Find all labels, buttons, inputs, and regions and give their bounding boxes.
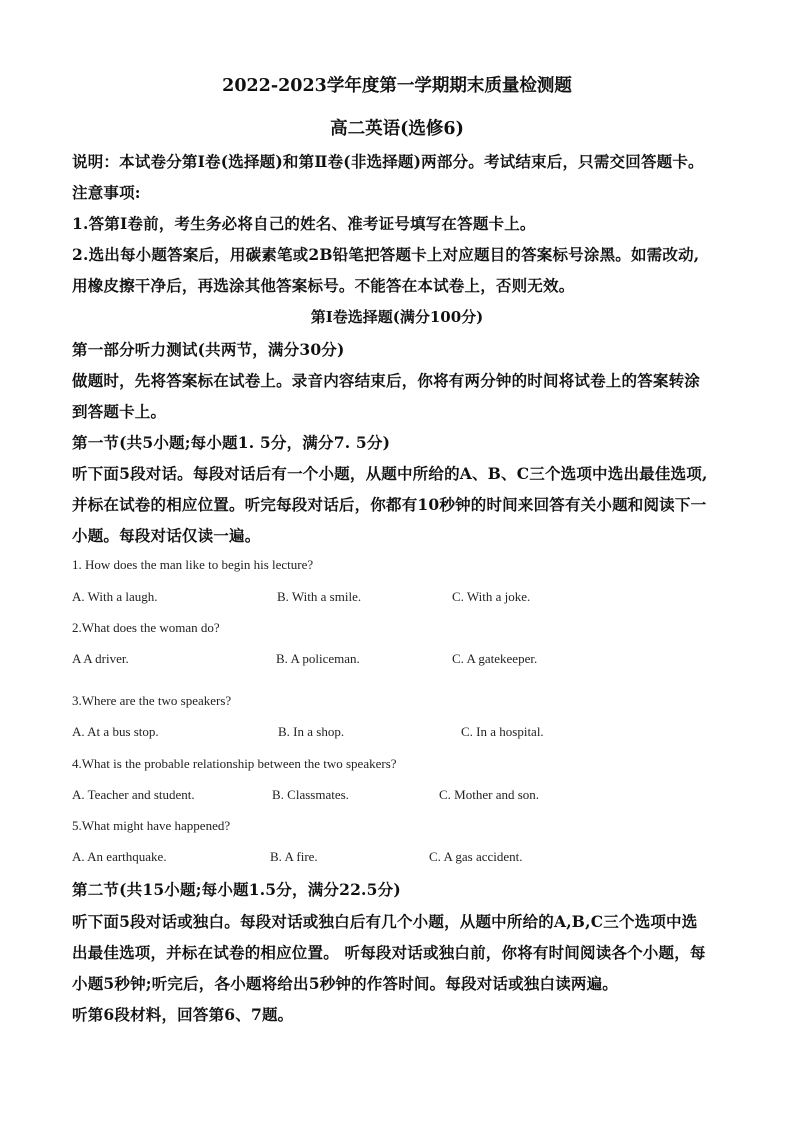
section-2-instruction-line-2: 出最佳选项，并标在试卷的相应位置。 听每段对话或独白前，你将有时间阅读各个小题，每 bbox=[72, 943, 706, 962]
question-4: 4.What is the probable relationship between the two speakers? bbox=[72, 756, 397, 771]
rule-2-line-2: 用橡皮擦干净后，再选涂其他答案标号。不能答在本试卷上，否则无效。 bbox=[72, 276, 575, 295]
question-3-option-b: B. In a shop. bbox=[278, 724, 345, 739]
attention-label: 注意事项: bbox=[72, 183, 141, 202]
question-4-option-c: C. Mother and son. bbox=[439, 787, 540, 802]
exam-note: 说明：本试卷分第Ⅰ卷(选择题)和第Ⅱ卷(非选择题)两部分。考试结束后，只需交回答题卡。 bbox=[72, 152, 704, 171]
rule-1: 1.答第Ⅰ卷前，考生务必将自己的姓名、准考证号填写在答题卡上。 bbox=[72, 214, 536, 233]
part-1-instruction-line-1: 做题时，先将答案标在试卷上。录音内容结束后，你将有两分钟的时间将试卷上的答案转涂 bbox=[72, 371, 701, 390]
question-3-option-a: A. At a bus stop. bbox=[72, 724, 159, 739]
exam-title: 2022-2023学年度第一学期期末质量检测题 bbox=[222, 76, 572, 96]
question-2-option-b: B. A policeman. bbox=[276, 651, 360, 666]
part-1-heading: 第一部分听力测试(共两节，满分30分) bbox=[72, 340, 345, 359]
question-3-option-c: C. In a hospital. bbox=[461, 724, 544, 739]
part-1-instruction-line-2: 到答题卡上。 bbox=[72, 402, 167, 421]
question-2: 2.What does the woman do? bbox=[72, 620, 220, 635]
question-4-option-b: B. Classmates. bbox=[272, 787, 349, 802]
section-1-instruction-line-1: 听下面5段对话。每段对话后有一个小题，从题中所给的A、B、C三个选项中选出最佳选项, bbox=[72, 464, 708, 483]
question-3: 3.Where are the two speakers? bbox=[72, 693, 232, 708]
question-1: 1. How does the man like to begin his lecture? bbox=[72, 557, 314, 572]
question-1-option-c: C. With a joke. bbox=[452, 589, 531, 604]
section-2-instruction-line-1: 听下面5段对话或独白。每段对话或独白后有几个小题，从题中所给的A,B,C三个选项中选 bbox=[72, 912, 698, 931]
section-1-heading: 第一节(共5小题;每小题1. 5分，满分7. 5分) bbox=[72, 433, 391, 452]
question-5-option-c: C. A gas accident. bbox=[429, 849, 523, 864]
question-2-option-a: A A driver. bbox=[72, 651, 129, 666]
question-5-option-b: B. A fire. bbox=[270, 849, 318, 864]
question-1-option-b: B. With a smile. bbox=[277, 589, 362, 604]
section-1-instruction-line-3: 小题。每段对话仅读一遍。 bbox=[72, 526, 261, 545]
volume-1-heading: 第Ⅰ卷选择题(满分100分) bbox=[310, 308, 484, 326]
question-4-option-a: A. Teacher and student. bbox=[72, 787, 195, 802]
question-5-option-a: A. An earthquake. bbox=[72, 849, 167, 864]
section-1-instruction-line-2: 并标在试卷的相应位置。听完每段对话后，你都有10秒钟的时间来回答有关小题和阅读下一 bbox=[72, 495, 707, 514]
section-2-instruction-line-3: 小题5秒钟;听完后，各小题将给出5秒钟的作答时间。每段对话或独白读两遍。 bbox=[72, 974, 618, 993]
question-1-option-a: A. With a laugh. bbox=[72, 589, 158, 604]
exam-subtitle: 高二英语(选修6) bbox=[330, 119, 464, 139]
question-5: 5.What might have happened? bbox=[72, 818, 231, 833]
section-2-heading: 第二节(共15小题;每小题1.5分，满分22.5分) bbox=[72, 880, 401, 899]
question-2-option-c: C. A gatekeeper. bbox=[452, 651, 538, 666]
rule-2-line-1: 2.选出每小题答案后，用碳素笔或2B铅笔把答题卡上对应题目的答案标号涂黑。如需改动, bbox=[72, 245, 700, 264]
material-6-label: 听第6段材料，回答第6、7题。 bbox=[72, 1005, 294, 1024]
